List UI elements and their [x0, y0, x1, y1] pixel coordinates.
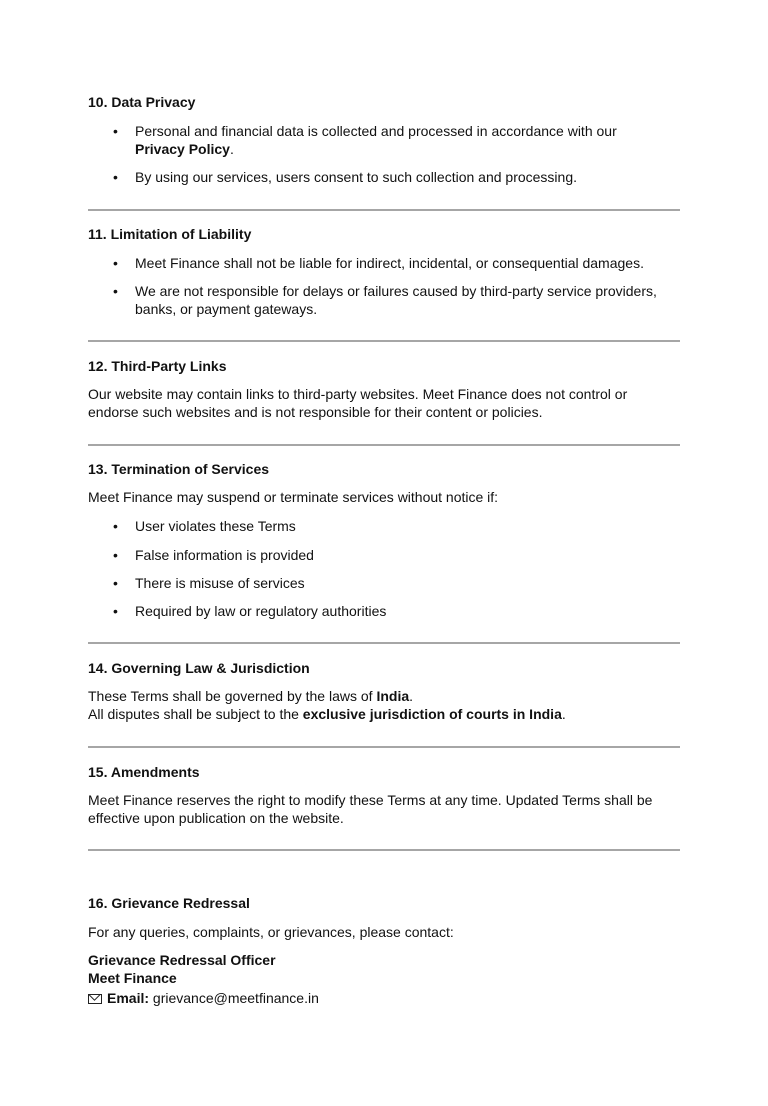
list-item: • We are not responsible for delays or failures caused by third-party service providers, banks, or payment gateways.	[113, 283, 657, 317]
section-16-heading: 16. Grievance Redressal	[88, 895, 250, 911]
section-14-heading: 14. Governing Law & Jurisdiction	[88, 660, 310, 676]
section-13-text: Meet Finance may suspend or terminate services without notice if:	[88, 489, 499, 505]
officer-title: Grievance Redressal Officer	[88, 952, 276, 968]
email-line: Email: grievance@meetfinance.in	[88, 989, 319, 1007]
list-item: • There is misuse of services	[113, 575, 305, 591]
section-11-heading: 11. Limitation of Liability	[88, 226, 252, 242]
section-14-line-1: These Terms shall be governed by the laws of India.	[88, 688, 414, 704]
section-15-text: Meet Finance reserves the right to modify these Terms at any time. Updated Terms shall be effective upon publication on the website.	[88, 792, 653, 826]
divider	[88, 642, 680, 644]
section-14-line-2: All disputes shall be subject to the exclusive jurisdiction of courts in India.	[88, 706, 566, 722]
divider	[88, 849, 680, 851]
list-item: • User violates these Terms	[113, 518, 296, 534]
section-12-heading: 12. Third-Party Links	[88, 358, 227, 374]
list-item: • False information is provided	[113, 547, 314, 563]
list-item: • By using our services, users consent to such collection and processing.	[113, 169, 578, 185]
list-item: • Personal and financial data is collected and processed in accordance with our Privacy Policy.	[113, 123, 617, 157]
section-12-text: Our website may contain links to third-party websites. Meet Finance does not control or endorse such websites and is not responsible for their content or policies.	[88, 386, 628, 420]
envelope-icon	[88, 994, 102, 1004]
divider	[88, 444, 680, 446]
section-10-heading: 10. Data Privacy	[88, 94, 196, 110]
section-13-heading: 13. Termination of Services	[88, 461, 270, 477]
list-item: • Required by law or regulatory authorities	[113, 603, 387, 619]
email-link[interactable]: grievance@meetfinance.in	[152, 990, 319, 1006]
divider	[88, 340, 680, 342]
section-16-text: For any queries, complaints, or grievances, please contact:	[88, 924, 454, 940]
privacy-policy-link: Privacy Policy	[135, 141, 230, 157]
section-15-heading: 15. Amendments	[88, 764, 200, 780]
list-item: • Meet Finance shall not be liable for indirect, incidental, or consequential damages.	[113, 255, 644, 271]
divider	[88, 209, 680, 211]
divider	[88, 746, 680, 748]
company-name: Meet Finance	[88, 970, 177, 986]
